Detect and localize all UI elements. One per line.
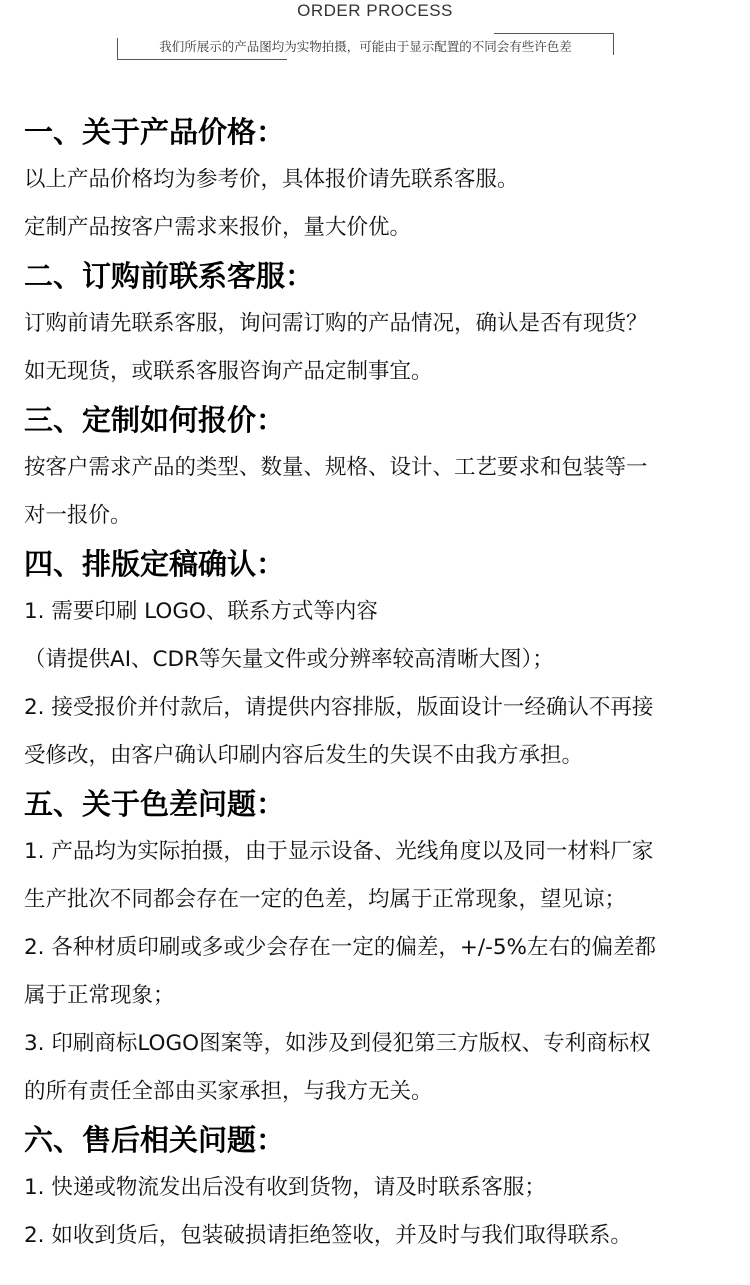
section-text-line: 订购前请先联系客服，询问需订购的产品情况，确认是否有现货？ <box>24 311 648 336</box>
section-text-line: 1. 快递或物流发出后没有收到货物，请及时联系客服； <box>24 1175 546 1200</box>
section-contact-before-order <box>24 252 724 396</box>
section-text-line: 生产批次不同都会存在一定的色差，均属于正常现象，望见谅； <box>24 887 627 912</box>
section-text-line: 2. 各种材质印刷或多或少会存在一定的偏差，+/-5%左右的偏差都 <box>24 935 656 960</box>
section-text-line: 属于正常现象； <box>24 983 175 1008</box>
section-heading: 二、订购前联系客服： <box>24 259 315 293</box>
section-text-line: 3. 印刷商标LOGO图案等，如涉及到侵犯第三方版权、专利商标权 <box>24 1031 651 1056</box>
header-note-frame <box>117 33 614 58</box>
section-heading: 三、定制如何报价： <box>24 403 286 437</box>
section-heading: 六、售后相关问题： <box>24 1123 286 1157</box>
section-after-sales <box>24 1116 724 1260</box>
section-text-line: 受修改，由客户确认印刷内容后发生的失误不由我方承担。 <box>24 743 584 768</box>
section-text-line: 以上产品价格均为参考价，具体报价请先联系客服。 <box>24 167 519 192</box>
frame-bottom-rule <box>117 59 287 60</box>
section-text-line: 1. 产品均为实际拍摄，由于显示设备、光线角度以及同一材料厂家 <box>24 839 654 864</box>
section-heading: 一、关于产品价格： <box>24 115 286 149</box>
section-text-line: 1. 需要印刷 LOGO、联系方式等内容 <box>24 599 378 624</box>
section-text-line: （请提供AI、CDR等矢量文件或分辨率较高清晰大图）； <box>24 647 554 672</box>
header-note: 我们所展示的产品图均为实物拍摄，可能由于显示配置的不同会有些许色差 <box>159 39 572 54</box>
header-title: ORDER PROCESS <box>297 1 453 20</box>
section-heading: 五、关于色差问题： <box>24 787 286 821</box>
section-text-line: 定制产品按客户需求来报价，量大价优。 <box>24 215 412 240</box>
section-product-price <box>24 108 724 252</box>
section-text-line: 如无现货，或联系客服咨询产品定制事宜。 <box>24 359 433 384</box>
section-color-difference <box>24 780 724 1116</box>
section-layout-confirmation <box>24 540 724 780</box>
section-text-line: 2. 接受报价并付款后，请提供内容排版，版面设计一经确认不再接 <box>24 695 654 720</box>
section-custom-quote <box>24 396 724 540</box>
section-text-line: 对一报价。 <box>24 503 132 528</box>
section-text-line: 的所有责任全部由买家承担，与我方无关。 <box>24 1079 433 1104</box>
section-text-line: 按客户需求产品的类型、数量、规格、设计、工艺要求和包装等一 <box>24 455 648 480</box>
section-heading: 四、排版定稿确认： <box>24 547 286 581</box>
order-process-content <box>24 108 724 1260</box>
page-header <box>0 0 750 62</box>
section-text-line: 2. 如收到货后，包装破损请拒绝签收，并及时与我们取得联系。 <box>24 1223 632 1248</box>
frame-top-rule <box>494 33 614 34</box>
